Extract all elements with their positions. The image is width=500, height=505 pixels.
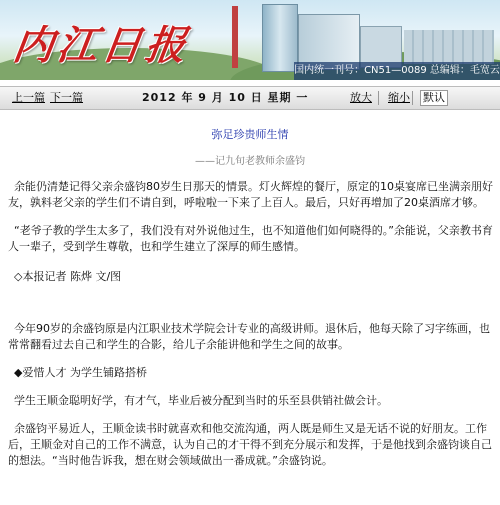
next-article-link[interactable]: 下一篇 (50, 91, 83, 104)
newspaper-logo: 内江日报 (10, 22, 193, 69)
divider (412, 91, 413, 105)
article-title: 弥足珍贵师生情 (211, 128, 289, 141)
article-paragraph: 今年90岁的余盛钧原是内江职业技术学院会计专业的高级讲师。退休后，他每天除了习字练画，也常常翻看过去自己和学生的合影，给儿子余能讲他和学生之间的故事。 (8, 322, 490, 351)
registration-line: 国内统一刊号：CN51—0089 总编辑：毛宽云 (294, 62, 500, 80)
issue-date: 2012 年 9 月 10 日 星期 一 (142, 91, 309, 104)
banner-buildings (404, 30, 494, 64)
masthead-banner (0, 0, 500, 80)
article-paragraph: 余能仍清楚记得父亲余盛钧80岁生日那天的情景。灯火辉煌的餐厅，原定的10桌宴席已坐满亲朋好友，孰料老父亲的学生们不请自到，呼啦啦一下来了上百人。最后，只好再增加了20桌酒席才够。 (8, 180, 493, 209)
article-paragraph: 学生王顺金聪明好学，有才气，毕业后被分配到当时的乐至县供销社做会计。 (14, 394, 388, 407)
article-paragraph: “老爷子教的学生太多了，我们没有对外说他过生，也不知道他们如何晓得的。”余能说，父亲教书育人一辈子，受到学生尊敬，也和学生建立了深厚的师生感情。 (8, 224, 493, 253)
prev-article-link[interactable]: 上一篇 (12, 91, 45, 104)
banner-tower (232, 6, 238, 68)
reporter-byline: ◇本报记者 陈烨 文/图 (14, 270, 122, 283)
default-size-button[interactable]: 默认 (420, 90, 448, 106)
zoom-out-button[interactable]: 缩小 (388, 91, 410, 104)
divider (378, 91, 379, 105)
article-paragraph: 余盛钧平易近人，王顺金读书时就喜欢和他交流沟通，两人既是师生又是无话不说的好朋友。工作后，王顺金对自己的工作不满意，认为自己的才干得不到充分展示和发挥，于是他找到余盛钧谈自己的想法。“当时他告诉我，想在财会领域做出一番成就。”余盛钧说。 (8, 422, 492, 467)
section-heading: ◆爱惜人才 为学生铺路搭桥 (14, 366, 147, 379)
zoom-in-button[interactable]: 放大 (350, 91, 372, 104)
article-navbar (0, 86, 500, 110)
article-subtitle: ——记九旬老教师余盛钧 (195, 156, 305, 167)
banner-building (262, 4, 298, 72)
article-body (0, 179, 500, 469)
